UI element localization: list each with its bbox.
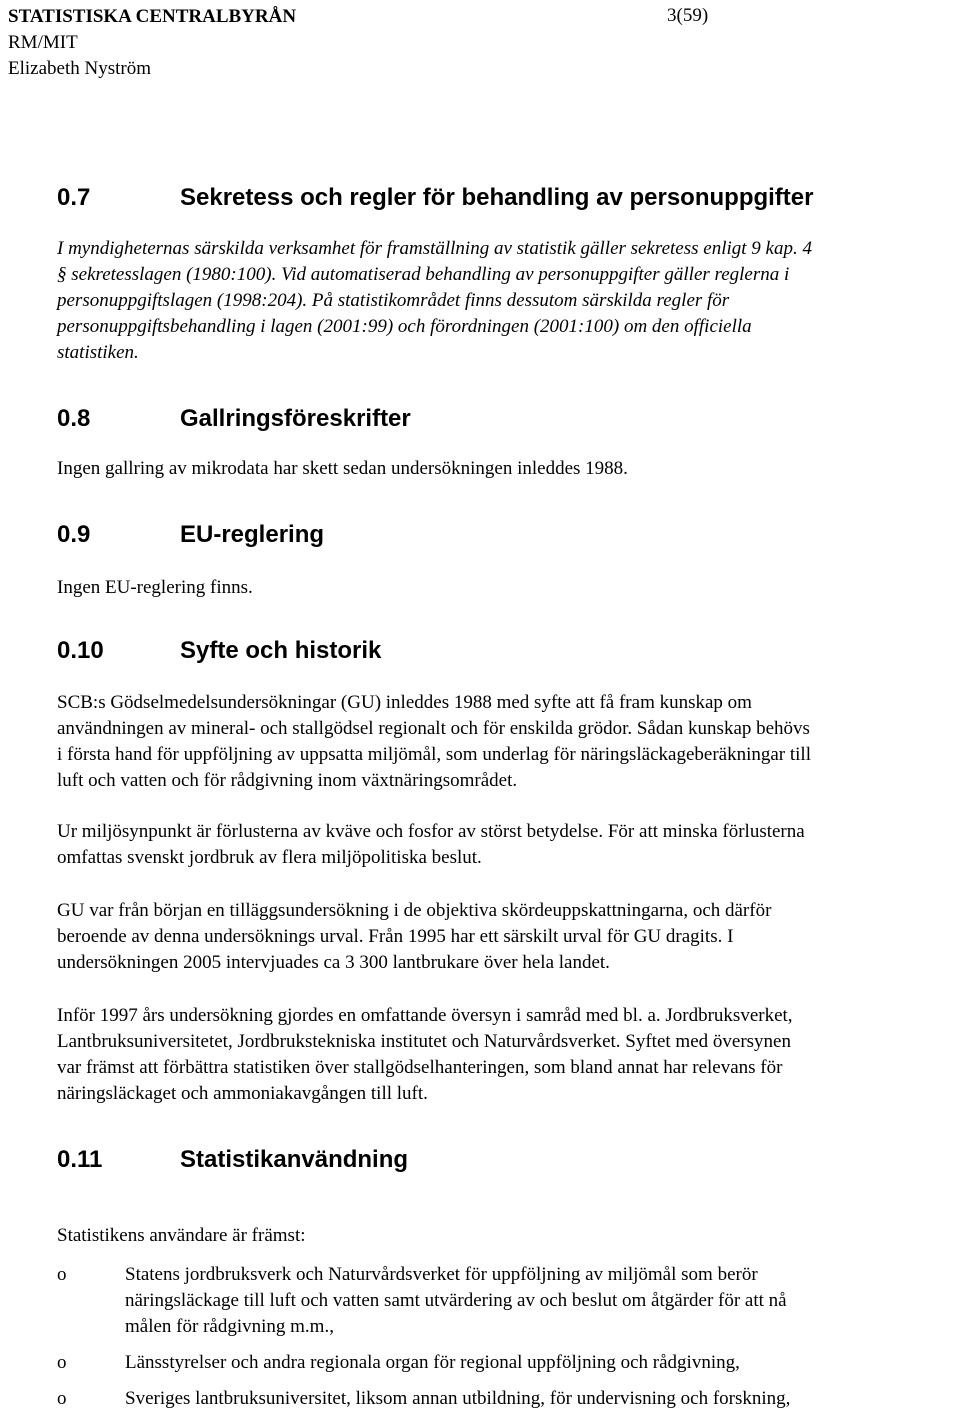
section-number: 0.8 xyxy=(57,405,91,432)
paragraph-line: personuppgiftsbehandling i lagen (2001:99) och förordningen (2001:100) om den officiella xyxy=(57,316,752,337)
section-0-10-paragraph-3 xyxy=(57,898,957,976)
section-heading-0-8 xyxy=(57,405,411,433)
section-number: 0.11 xyxy=(57,1146,103,1173)
section-0-10-paragraph-2 xyxy=(57,819,957,871)
list-item xyxy=(57,1262,957,1340)
author-name: Elizabeth Nyström xyxy=(8,58,151,79)
section-number: 0.7 xyxy=(57,184,91,211)
paragraph-line: användningen av mineral- och stallgödsel regionalt och för enskilda grödor. Sådan kunskap behövs xyxy=(57,718,810,739)
list-item xyxy=(57,1386,957,1412)
list-item-line: näringsläckage till luft och vatten samt utvärdering av och beslut om åtgärder för att nå xyxy=(125,1290,787,1311)
paragraph-line: I myndigheternas särskilda verksamhet för framställning av statistik gäller sekretess enligt 9 kap. 4 xyxy=(57,238,812,259)
section-title: Sekretess och regler för behandling av personuppgifter xyxy=(180,184,814,211)
list-item-line: målen för rådgivning m.m., xyxy=(125,1316,334,1337)
section-0-10-paragraph-4 xyxy=(57,1003,957,1107)
paragraph-line: Ingen gallring av mikrodata har skett sedan undersökningen inleddes 1988. xyxy=(57,458,628,479)
user-list xyxy=(57,1262,957,1412)
paragraph-line: näringsläckaget och ammoniakavgången till luft. xyxy=(57,1083,428,1104)
paragraph-line: SCB:s Gödselmedelsundersökningar (GU) inleddes 1988 med syfte att få fram kunskap om xyxy=(57,692,752,713)
section-title: EU-reglering xyxy=(180,521,325,548)
bullet-marker: o xyxy=(57,1388,67,1409)
section-heading-0-11 xyxy=(57,1146,408,1174)
list-item xyxy=(57,1350,957,1376)
paragraph-line: GU var från början en tilläggsundersökning i de objektiva skördeuppskattningarna, och därför xyxy=(57,900,772,921)
paragraph-line: luft och vatten och för rådgivning inom växtnäringsområdet. xyxy=(57,770,518,791)
list-item-line: Statens jordbruksverk och Naturvårdsverket för uppföljning av miljömål som berör xyxy=(125,1264,758,1285)
section-number: 0.10 xyxy=(57,637,104,664)
paragraph-line: § sekretesslagen (1980:100). Vid automatiserad behandling av personuppgifter gäller reglerna i xyxy=(57,264,790,285)
section-number: 0.9 xyxy=(57,521,91,548)
paragraph-line: undersökningen 2005 intervjuades ca 3 300 lantbrukare över hela landet. xyxy=(57,952,610,973)
paragraph-line: personuppgiftslagen (1998:204). På statistikområdet finns dessutom särskilda regler för xyxy=(57,290,730,311)
paragraph-line: Ingen EU-reglering finns. xyxy=(57,577,253,598)
bullet-marker: o xyxy=(57,1352,67,1373)
paragraph-line: omfattas svenskt jordbruk av flera miljöpolitiska beslut. xyxy=(57,847,482,868)
section-title: Syfte och historik xyxy=(180,637,382,664)
list-item-line: Länsstyrelser och andra regionala organ för regional uppföljning och rådgivning, xyxy=(125,1352,740,1373)
section-0-7-paragraph xyxy=(57,236,957,366)
paragraph-line: Inför 1997 års undersökning gjordes en omfattande översyn i samråd med bl. a. Jordbruksverket, xyxy=(57,1005,793,1026)
section-title: Statistikanvändning xyxy=(180,1146,409,1173)
paragraph-line: Statistikens användare är främst: xyxy=(57,1225,306,1246)
page-number: 3(59) xyxy=(667,5,709,26)
paragraph-line: Lantbruksuniversitetet, Jordbrukstekniska institutet och Naturvårdsverket. Syftet med översynen xyxy=(57,1031,791,1052)
paragraph-line: i första hand för uppföljning av uppsatta miljömål, som underlag för näringsläckageberäkningar till xyxy=(57,744,811,765)
section-0-9-paragraph xyxy=(57,575,957,601)
section-title: Gallringsföreskrifter xyxy=(180,405,411,432)
paragraph-line: statistiken. xyxy=(57,342,139,363)
organization-name: STATISTISKA CENTRALBYRÅN xyxy=(8,6,297,27)
paragraph-line: beroende av denna undersöknings urval. Från 1995 har ett särskilt urval för GU dragits. I xyxy=(57,926,734,947)
section-heading-0-7 xyxy=(57,184,813,212)
section-heading-0-9 xyxy=(57,521,324,549)
section-heading-0-10 xyxy=(57,637,381,665)
section-0-11-intro xyxy=(57,1223,957,1249)
bullet-marker: o xyxy=(57,1264,67,1285)
list-item-line: Sveriges lantbruksuniversitet, liksom annan utbildning, för undervisning och forskning, xyxy=(125,1388,791,1409)
paragraph-line: Ur miljösynpunkt är förlusterna av kväve och fosfor av störst betydelse. För att minska förlusterna xyxy=(57,821,805,842)
paragraph-line: var främst att förbättra statistiken över stallgödselhanteringen, som bland annat har relevans för xyxy=(57,1057,783,1078)
section-0-8-paragraph xyxy=(57,456,957,482)
section-0-10-paragraph-1 xyxy=(57,690,957,794)
department-code: RM/MIT xyxy=(8,32,78,53)
